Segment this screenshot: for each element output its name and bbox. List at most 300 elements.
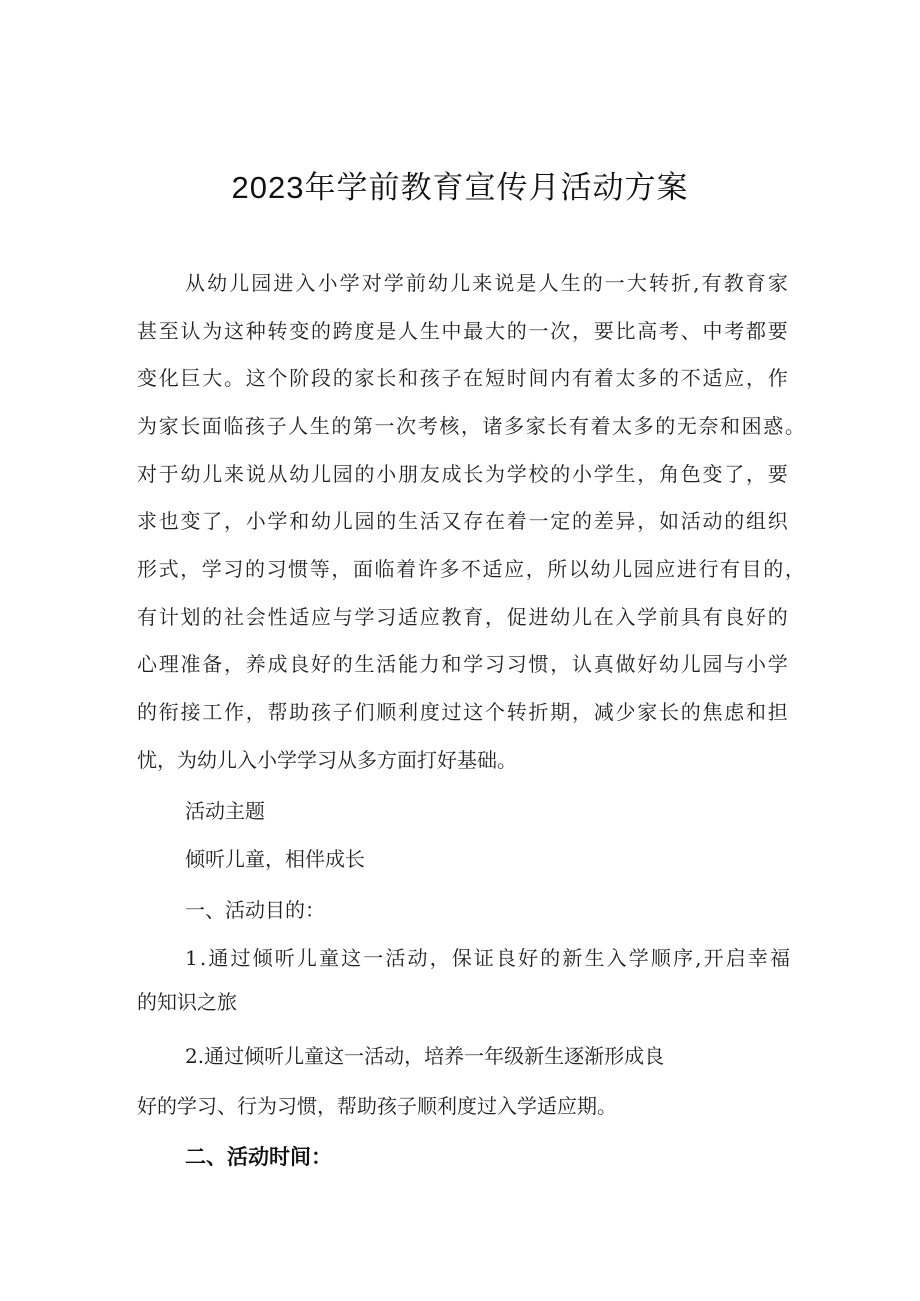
glyph: 好 (746, 605, 766, 629)
glyph: 的 (332, 366, 353, 390)
glyph: 家 (525, 414, 546, 438)
glyph: 惯 (528, 652, 549, 676)
glyph: 多 (633, 414, 654, 438)
glyph: 说 (245, 462, 266, 486)
glyph: 。 (784, 414, 805, 438)
goal-1-line: 的知识之旅 (137, 990, 237, 1014)
glyph: 度 (354, 319, 375, 343)
glyph: 前 (659, 605, 679, 629)
glyph: 目 (741, 557, 762, 581)
glyph: 最 (463, 319, 484, 343)
glyph: 备 (202, 652, 223, 676)
glyph: 大 (485, 319, 505, 343)
glyph: 家 (767, 271, 788, 295)
glyph: 有 (702, 605, 723, 629)
glyph: 色 (680, 462, 701, 486)
glyph: 段 (311, 366, 331, 390)
glyph: 太 (612, 414, 633, 438)
glyph: 高 (637, 319, 658, 343)
glyph: 活 (680, 509, 701, 533)
glyph: 长 (659, 700, 679, 724)
glyph: 育 (745, 271, 766, 295)
glyph: 着 (396, 557, 417, 581)
glyph: 认 (180, 319, 201, 343)
glyph: 园 (702, 652, 723, 676)
glyph: 力 (419, 652, 440, 676)
glyph: 来 (224, 462, 244, 486)
glyph: 幼 (590, 557, 611, 581)
intro-line: 忧，为幼儿入小学学习从多方面打好基础。 (137, 748, 517, 772)
glyph: 养 (245, 652, 266, 676)
intro-line (137, 411, 805, 441)
glyph: 学 (593, 462, 614, 486)
glyph: 幼 (311, 509, 331, 533)
glyph: 也 (158, 509, 179, 533)
glyph: 社 (224, 605, 244, 629)
glyph: 化 (158, 366, 179, 390)
intro-line (185, 268, 788, 298)
intro-line (137, 554, 805, 584)
glyph: 和 (289, 509, 310, 533)
glyph: 良 (724, 605, 745, 629)
glyph: 适 (289, 605, 310, 629)
glyph: 这 (224, 319, 244, 343)
glyph: 良 (495, 946, 516, 970)
glyph: 儿 (311, 462, 331, 486)
section1-heading: 一、活动目的： (185, 898, 325, 922)
glyph: 儿 (680, 652, 701, 676)
glyph: 以 (568, 557, 589, 581)
glyph: 序 (672, 946, 693, 970)
glyph: 在 (463, 366, 484, 390)
glyph: 又 (441, 509, 462, 533)
glyph: 儿 (612, 557, 633, 581)
glyph: 成 (441, 462, 462, 486)
glyph: 多 (439, 557, 460, 581)
glyph: 的 (550, 462, 571, 486)
glyph: 有 (572, 366, 592, 390)
glyph: 长 (180, 414, 201, 438)
glyph: 计 (158, 605, 179, 629)
glyph: 进 (676, 557, 697, 581)
glyph: 应 (419, 605, 440, 629)
glyph: 中 (441, 319, 462, 343)
glyph: 大 (626, 271, 647, 295)
glyph: 的 (506, 319, 527, 343)
glyph: 少 (615, 700, 636, 724)
glyph: 应 (504, 557, 525, 581)
glyph: 虑 (724, 700, 745, 724)
glyph: ， (637, 462, 658, 486)
glyph: 幼 (550, 605, 571, 629)
glyph: 来 (472, 271, 493, 295)
glyph: ， (460, 414, 481, 438)
glyph: 学 (506, 462, 527, 486)
glyph: 生 (615, 462, 636, 486)
glyph: 从 (267, 462, 288, 486)
glyph: 儿 (572, 605, 592, 629)
glyph: 角 (659, 462, 679, 486)
glyph: 长 (376, 366, 397, 390)
glyph: 的 (202, 605, 223, 629)
goal-1-line (185, 943, 790, 973)
glyph: 学 (463, 652, 484, 676)
glyph: 真 (593, 652, 614, 676)
glyph: 多 (637, 366, 658, 390)
glyph: 着 (593, 366, 614, 390)
glyph: 转 (267, 319, 288, 343)
glyph: 形 (137, 557, 157, 581)
glyph: 要 (767, 319, 788, 343)
glyph: 与 (724, 652, 745, 676)
glyph: 不 (460, 557, 481, 581)
glyph: 园 (633, 557, 654, 581)
glyph: 考 (659, 319, 679, 343)
glyph: 小 (746, 652, 766, 676)
glyph: 学 (267, 509, 288, 533)
glyph: 和 (441, 652, 462, 676)
glyph: 习 (376, 605, 397, 629)
theme-text: 倾听儿童，相伴成长 (185, 847, 365, 871)
glyph: 保 (451, 946, 472, 970)
glyph: 。 (224, 366, 244, 390)
glyph: 次 (550, 319, 571, 343)
intro-line (137, 459, 788, 489)
glyph: 人 (538, 271, 559, 295)
glyph: 了 (724, 462, 745, 486)
glyph: 儿 (450, 271, 471, 295)
glyph: 的 (244, 557, 265, 581)
glyph: 为 (485, 462, 505, 486)
glyph: 担 (767, 700, 788, 724)
glyph: 进 (528, 605, 549, 629)
glyph: 的 (540, 946, 561, 970)
glyph: 差 (593, 509, 614, 533)
glyph: 开 (703, 946, 724, 970)
glyph: 倾 (252, 946, 273, 970)
glyph: 1 (185, 946, 198, 970)
glyph: 生 (419, 319, 440, 343)
glyph: 应 (655, 557, 676, 581)
glyph: 习 (223, 557, 244, 581)
glyph: 入 (615, 605, 636, 629)
glyph: ， (550, 652, 571, 676)
glyph: , (695, 946, 702, 970)
glyph: 福 (769, 946, 790, 970)
glyph: 具 (680, 605, 701, 629)
glyph: 面 (352, 557, 373, 581)
glyph: 朋 (398, 462, 418, 486)
glyph: 的 (680, 700, 701, 724)
glyph: 比 (615, 319, 636, 343)
glyph: 活 (376, 652, 397, 676)
glyph: 太 (615, 366, 636, 390)
glyph: 学 (767, 652, 788, 676)
glyph: ， (637, 509, 658, 533)
glyph: ， (572, 700, 592, 724)
intro-line (137, 697, 788, 727)
glyph: 次 (396, 414, 417, 438)
glyph: 习 (485, 652, 505, 676)
glyph: ， (572, 319, 592, 343)
glyph: 学 (339, 271, 360, 295)
glyph: 入 (606, 946, 627, 970)
glyph: 考 (724, 319, 745, 343)
glyph: 孩 (244, 414, 265, 438)
goal-2-line: 好的学习、行为习惯，帮助孩子顺利度过入学适应期。 (137, 1094, 617, 1118)
glyph: , (693, 271, 700, 295)
glyph: 幼 (289, 462, 310, 486)
glyph: 幼 (180, 462, 201, 486)
glyph: 生 (354, 652, 375, 676)
glyph: 儿 (229, 271, 250, 295)
glyph: 幼 (659, 652, 679, 676)
glyph: 进 (273, 271, 294, 295)
glyph: 折 (671, 271, 692, 295)
theme-heading: 活动主题 (185, 799, 265, 823)
glyph: 教 (723, 271, 744, 295)
glyph: 活 (419, 509, 440, 533)
glyph: 时 (506, 366, 527, 390)
glyph: . (199, 946, 207, 970)
glyph: 等 (309, 557, 330, 581)
glyph: 家 (637, 700, 658, 724)
glyph: 好 (311, 652, 331, 676)
glyph: 园 (251, 271, 272, 295)
glyph: 巨 (180, 366, 201, 390)
glyph: 认 (572, 652, 592, 676)
glyph: 家 (158, 414, 179, 438)
glyph: 作 (767, 366, 788, 390)
glyph: 顺 (650, 946, 671, 970)
glyph: 友 (419, 462, 440, 486)
glyph: ， (784, 557, 805, 581)
glyph: 种 (245, 319, 266, 343)
glyph: 的 (311, 319, 331, 343)
glyph: 第 (352, 414, 373, 438)
glyph: 和 (720, 414, 741, 438)
glyph: 会 (245, 605, 266, 629)
glyph: 要 (593, 319, 614, 343)
glyph: 的 (582, 271, 603, 295)
glyph: 一 (528, 319, 549, 343)
glyph: 活 (385, 946, 406, 970)
glyph: 小 (245, 509, 266, 533)
glyph: 间 (528, 366, 549, 390)
glyph: 的 (655, 414, 676, 438)
glyph: 过 (441, 700, 462, 724)
glyph: 校 (528, 462, 549, 486)
glyph: ， (245, 700, 266, 724)
glyph: ， (746, 366, 766, 390)
glyph: 良 (289, 652, 310, 676)
glyph: 惑 (763, 414, 784, 438)
glyph: 面 (201, 414, 222, 438)
glyph: 困 (741, 414, 762, 438)
glyph: 临 (374, 557, 395, 581)
glyph: 行 (698, 557, 719, 581)
glyph: 童 (318, 946, 339, 970)
glyph: 多 (504, 414, 525, 438)
glyph: 的 (724, 509, 745, 533)
glyph: 学 (383, 271, 404, 295)
glyph: 助 (289, 700, 310, 724)
glyph: 定 (550, 509, 571, 533)
glyph: 组 (746, 509, 766, 533)
glyph: 教 (441, 605, 462, 629)
glyph: 焦 (702, 700, 723, 724)
glyph: 变 (137, 366, 157, 390)
glyph: 的 (376, 509, 397, 533)
glyph: 着 (506, 509, 527, 533)
glyph: 好 (518, 946, 539, 970)
glyph: 有 (568, 414, 589, 438)
glyph: 长 (547, 414, 568, 438)
glyph: 入 (295, 271, 316, 295)
glyph: 诸 (482, 414, 503, 438)
glyph: ， (331, 557, 352, 581)
glyph: 幼 (428, 271, 449, 295)
glyph: 有 (720, 557, 741, 581)
glyph: 的 (659, 366, 679, 390)
glyph: 在 (485, 509, 505, 533)
glyph: 应 (311, 605, 331, 629)
glyph: 准 (180, 652, 201, 676)
glyph: 于 (158, 462, 179, 486)
glyph: 学 (201, 557, 222, 581)
glyph: 临 (223, 414, 244, 438)
glyph: 的 (763, 557, 784, 581)
glyph: 们 (354, 700, 375, 724)
glyph: 幸 (747, 946, 768, 970)
glyph: 甚 (137, 319, 157, 343)
glyph: 子 (332, 700, 353, 724)
glyph: 的 (332, 652, 353, 676)
glyph: 学 (628, 946, 649, 970)
glyph: 对 (361, 271, 382, 295)
glyph: 子 (441, 366, 462, 390)
glyph: 衔 (158, 700, 179, 724)
intro-line (137, 602, 788, 632)
glyph: 小 (572, 462, 592, 486)
glyph: 有 (137, 605, 157, 629)
glyph: 孩 (419, 366, 440, 390)
glyph: 阶 (289, 366, 310, 390)
glyph: 和 (746, 700, 766, 724)
glyph: 生 (584, 946, 605, 970)
glyph: 折 (528, 700, 549, 724)
glyph: 动 (702, 509, 723, 533)
glyph: 好 (637, 652, 658, 676)
glyph: 都 (746, 319, 766, 343)
glyph: 证 (473, 946, 494, 970)
glyph: 这 (245, 366, 266, 390)
glyph: 减 (593, 700, 614, 724)
glyph: 这 (463, 700, 484, 724)
glyph: 在 (593, 605, 614, 629)
glyph: 启 (725, 946, 746, 970)
glyph: 期 (550, 700, 571, 724)
glyph: 工 (202, 700, 223, 724)
glyph: 适 (398, 605, 418, 629)
glyph: 一 (528, 509, 549, 533)
intro-line (137, 506, 788, 536)
glyph: 习 (506, 652, 527, 676)
glyph: 适 (702, 366, 723, 390)
glyph: 园 (354, 509, 375, 533)
glyph: 育 (463, 605, 484, 629)
glyph: 变 (180, 509, 201, 533)
glyph: 为 (137, 414, 157, 438)
glyph: 、 (680, 319, 701, 343)
glyph: 的 (767, 605, 788, 629)
glyph: 中 (702, 319, 723, 343)
glyph: 习 (266, 557, 287, 581)
glyph: 长 (463, 462, 484, 486)
glyph: 听 (274, 946, 295, 970)
glyph: 新 (562, 946, 583, 970)
glyph: 孩 (311, 700, 331, 724)
intro-line (137, 649, 788, 679)
glyph: 顺 (376, 700, 397, 724)
glyph: 要 (767, 462, 788, 486)
glyph: 心 (137, 652, 157, 676)
glyph: ， (485, 605, 505, 629)
glyph: 织 (767, 509, 788, 533)
glyph: 转 (506, 700, 527, 724)
glyph: 存 (463, 509, 484, 533)
glyph: 短 (485, 366, 505, 390)
glyph: 变 (702, 462, 723, 486)
glyph: 是 (516, 271, 537, 295)
glyph: 理 (158, 652, 179, 676)
glyph: 一 (604, 271, 625, 295)
glyph: 幼 (207, 271, 228, 295)
glyph: 为 (202, 319, 223, 343)
glyph: ， (429, 946, 450, 970)
glyph: 有 (701, 271, 722, 295)
glyph: 帮 (267, 700, 288, 724)
glyph: 惯 (288, 557, 309, 581)
glyph: 的 (331, 414, 352, 438)
glyph: 小 (317, 271, 338, 295)
glyph: 利 (398, 700, 418, 724)
section2-heading: 二、活动时间： (185, 1145, 332, 1169)
glyph: 生 (309, 414, 330, 438)
glyph: 一 (374, 414, 395, 438)
glyph: 儿 (296, 946, 317, 970)
glyph: 的 (354, 462, 375, 486)
glyph: 着 (590, 414, 611, 438)
glyph: 生 (398, 509, 418, 533)
glyph: 儿 (202, 462, 223, 486)
intro-line (137, 316, 788, 346)
glyph: 学 (354, 605, 375, 629)
glyph: 大 (202, 366, 223, 390)
glyph: 从 (185, 271, 205, 295)
glyph: 许 (417, 557, 438, 581)
intro-line (137, 363, 788, 393)
glyph: 生 (560, 271, 581, 295)
glyph: 动 (407, 946, 428, 970)
glyph: ， (746, 462, 766, 486)
glyph: 转 (648, 271, 669, 295)
glyph: 的 (137, 700, 157, 724)
glyph: 求 (137, 509, 157, 533)
glyph: 作 (224, 700, 244, 724)
glyph: 异 (615, 509, 636, 533)
glyph: 做 (615, 652, 636, 676)
